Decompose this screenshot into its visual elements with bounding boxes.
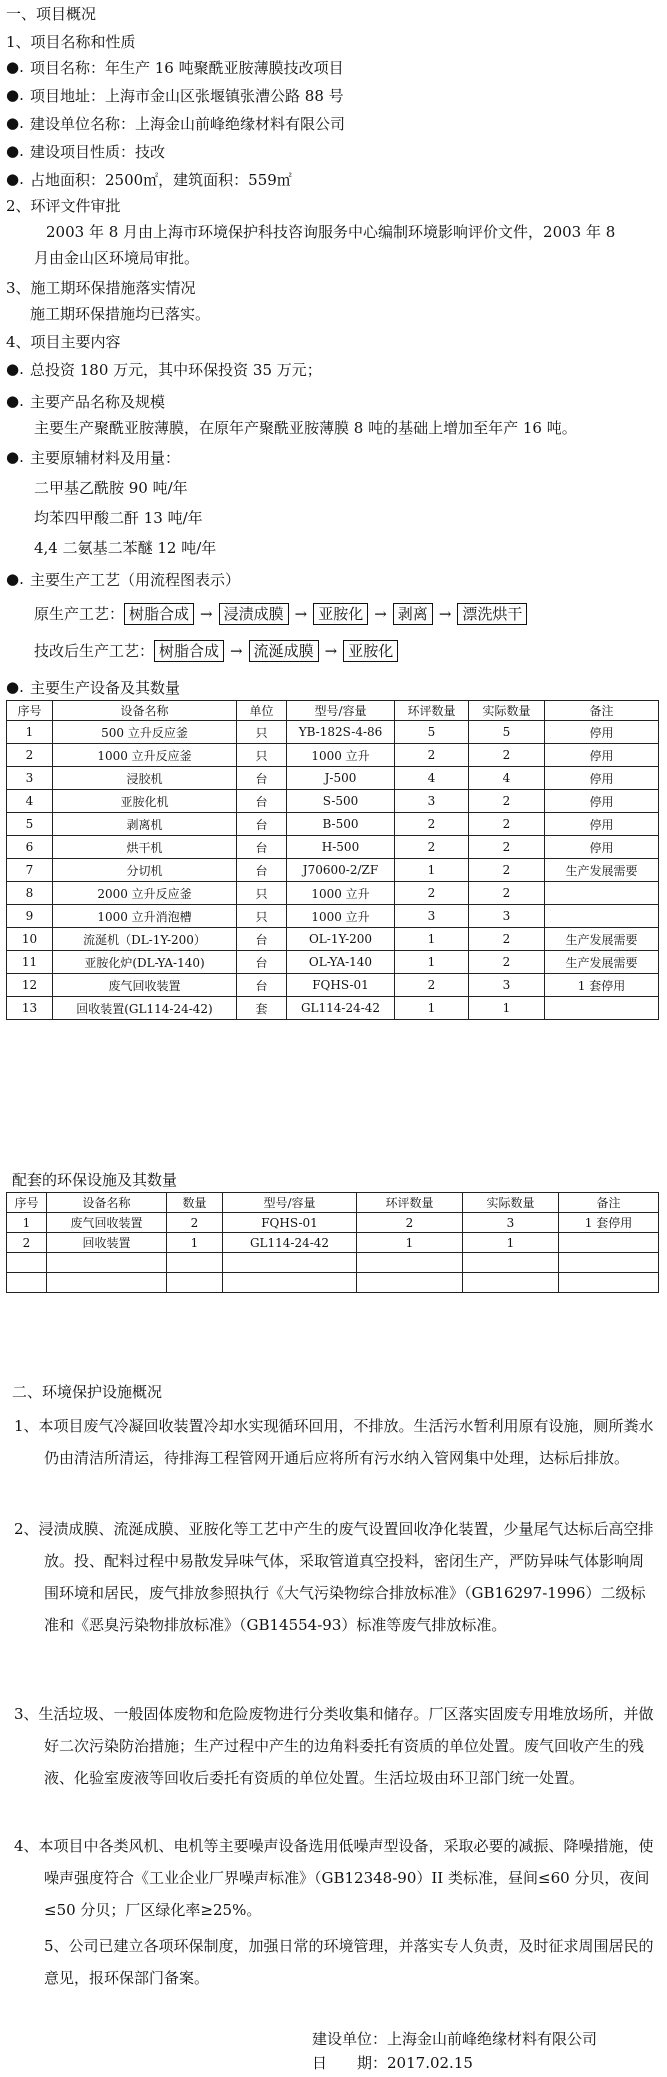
process-step: 漂洗烘干 xyxy=(457,603,527,625)
table-cell: 套 xyxy=(237,997,287,1020)
table-cell: 只 xyxy=(237,744,287,767)
signature-date-label: 日 期： xyxy=(312,2054,388,2072)
table-cell xyxy=(357,1273,463,1293)
table-cell: 停用 xyxy=(545,721,659,744)
project-name: 项目名称：年生产 16 吨聚酰亚胺薄膜技改项目 xyxy=(30,59,344,77)
table-cell: 台 xyxy=(237,813,287,836)
table-row xyxy=(7,836,659,859)
new-process-flow xyxy=(34,640,398,662)
table-cell xyxy=(167,1253,223,1273)
table-cell xyxy=(7,1253,47,1273)
table-cell: 10 xyxy=(7,928,53,951)
env-paragraph-2 xyxy=(14,1513,654,1641)
table-cell: 只 xyxy=(237,882,287,905)
table-cell xyxy=(7,1273,47,1293)
products-title: 主要产品名称及规模 xyxy=(30,393,166,411)
arrow-icon: → xyxy=(438,605,452,623)
table-cell: 2 xyxy=(469,813,545,836)
heading-construction-measures: 3、施工期环保措施落实情况 xyxy=(6,279,196,297)
table-cell: 2 xyxy=(469,928,545,951)
env-equipment-title: 配套的环保设施及其数量 xyxy=(12,1171,178,1189)
table-header-row xyxy=(7,1193,659,1213)
bullet-marker: ●. xyxy=(6,570,24,588)
table-row xyxy=(7,1273,659,1293)
material-item: 均苯四甲酸二酐 13 吨/年 xyxy=(34,509,203,527)
table-cell: 3 xyxy=(469,905,545,928)
table-cell: 6 xyxy=(7,836,53,859)
section2-title: 二、环境保护设施概况 xyxy=(12,1383,163,1401)
arrow-icon: → xyxy=(294,605,308,623)
table-cell: S-500 xyxy=(287,790,395,813)
env-paragraph-3 xyxy=(14,1698,654,1794)
bullet-marker: ●. xyxy=(6,448,24,466)
signature-date-value: 2017.02.15 xyxy=(387,2054,473,2072)
table-cell: 生产发展需要 xyxy=(545,928,659,951)
column-header: 环评数量 xyxy=(395,701,469,721)
paragraph-text: 5、公司已建立各项环保制度，加强日常的环境管理，并落实专人负责，及时征求周围居民的意见，报环保部门备案。 xyxy=(44,1937,654,1987)
table-cell: 亚胺化机 xyxy=(53,790,237,813)
bullet-marker: ●. xyxy=(6,114,24,132)
column-header: 单位 xyxy=(237,701,287,721)
table-cell: 回收装置(GL114-24-42) xyxy=(53,997,237,1020)
table-row xyxy=(7,721,659,744)
arrow-icon: → xyxy=(374,605,387,623)
table-cell: 分切机 xyxy=(53,859,237,882)
table-cell: 12 xyxy=(7,974,53,997)
table-cell: FQHS-01 xyxy=(287,974,395,997)
table-cell: 1 xyxy=(469,997,545,1020)
table-row xyxy=(7,1233,659,1253)
table-cell: 台 xyxy=(237,767,287,790)
table-row xyxy=(7,951,659,974)
table-cell: B-500 xyxy=(287,813,395,836)
table-cell: 1 xyxy=(395,859,469,882)
table-cell: 2 xyxy=(357,1213,463,1233)
process-step: 树脂合成 xyxy=(154,640,224,662)
table-cell: J70600-2/ZF xyxy=(287,859,395,882)
table-cell: 1 xyxy=(395,928,469,951)
process-step: 亚胺化 xyxy=(343,640,398,662)
table-cell: 1 xyxy=(463,1233,559,1253)
table-cell: 3 xyxy=(395,790,469,813)
bullet-marker: ●. xyxy=(6,678,24,696)
column-header: 型号/容量 xyxy=(287,701,395,721)
table-cell: 烘干机 xyxy=(53,836,237,859)
table-cell: 500 立升反应釜 xyxy=(53,721,237,744)
table-cell: 3 xyxy=(469,974,545,997)
original-process-label: 原生产工艺： xyxy=(34,605,125,623)
column-header: 备注 xyxy=(545,701,659,721)
table-cell xyxy=(545,882,659,905)
env-paragraph-4 xyxy=(14,1830,654,1926)
construction-unit: 建设单位名称：上海金山前峰绝缘材料有限公司 xyxy=(30,115,346,133)
bullet-marker: ●. xyxy=(6,86,24,104)
bullet-marker: ●. xyxy=(6,170,24,188)
table-cell: 2 xyxy=(469,836,545,859)
paragraph-text: 1、本项目废气冷凝回收装置冷却水实现循环回用，不排放。生活污水暂利用原有设施，厕所粪水仍由清洁所清运，待排海工程管网开通后应将所有污水纳入管网集中处理，达标后排放。 xyxy=(14,1417,654,1467)
investment-text: 总投资 180 万元，其中环保投资 35 万元； xyxy=(30,361,322,379)
table-cell xyxy=(545,905,659,928)
table-cell: 停用 xyxy=(545,813,659,836)
table-cell: 2 xyxy=(7,1233,47,1253)
table-cell: 1000 立升反应釜 xyxy=(53,744,237,767)
table-cell: 2 xyxy=(469,882,545,905)
table-row xyxy=(7,813,659,836)
table-cell: 1000 立升 xyxy=(287,882,395,905)
column-header: 数量 xyxy=(167,1193,223,1213)
table-cell: 2 xyxy=(395,974,469,997)
paragraph-text: 2、浸渍成膜、流涎成膜、亚胺化等工艺中产生的废气设置回收净化装置，少量尾气达标后高空排放。投、配料过程中易散发异味气体，采取管道真空投料，密闭生产，严防异味气体影响周围环境和居民，废气排放参照执行《大气污染物综合排放标准》（GB16297-1996）二级标准和《恶臭污染物排放标准》（GB14554-93）标准等废气排放标准。 xyxy=(14,1520,654,1634)
table-cell: GL114-24-42 xyxy=(223,1233,357,1253)
table-cell: 停用 xyxy=(545,767,659,790)
table-cell: 台 xyxy=(237,974,287,997)
table-cell: J-500 xyxy=(287,767,395,790)
table-cell: 台 xyxy=(237,951,287,974)
heading-project-name: 1、项目名称和性质 xyxy=(6,33,136,51)
column-header: 实际数量 xyxy=(469,701,545,721)
table-cell: 2 xyxy=(395,882,469,905)
table-cell xyxy=(559,1273,659,1293)
process-title: 主要生产工艺（用流程图表示） xyxy=(30,571,241,589)
process-step: 剥离 xyxy=(393,603,433,625)
column-header: 实际数量 xyxy=(463,1193,559,1213)
table-cell: 亚胺化炉(DL-YA-140) xyxy=(53,951,237,974)
table-cell: 只 xyxy=(237,905,287,928)
approval-text-line2: 月由金山区环境局审批。 xyxy=(34,249,200,267)
equipment-title: 主要生产设备及其数量 xyxy=(30,679,181,697)
table-row xyxy=(7,974,659,997)
column-header: 设备名称 xyxy=(53,701,237,721)
table-cell: 4 xyxy=(395,767,469,790)
construction-measures-text: 施工期环保措施均已落实。 xyxy=(30,305,211,323)
material-item: 二甲基乙酰胺 90 吨/年 xyxy=(34,479,188,497)
table-cell: 13 xyxy=(7,997,53,1020)
products-text: 主要生产聚酰亚胺薄膜，在原年产聚酰亚胺薄膜 8 吨的基础上增加至年产 16 吨。 xyxy=(34,419,577,437)
equipment-table xyxy=(6,700,659,1020)
table-cell: 2 xyxy=(167,1213,223,1233)
process-step: 流涎成膜 xyxy=(249,640,319,662)
table-cell: OL-1Y-200 xyxy=(287,928,395,951)
bullet-marker: ●. xyxy=(6,392,24,410)
table-cell: FQHS-01 xyxy=(223,1213,357,1233)
table-cell: 3 xyxy=(7,767,53,790)
paragraph-text: 3、生活垃圾、一般固体废物和危险废物进行分类收集和储存。厂区落实固废专用堆放场所，并做好二次污染防治措施；生产过程中产生的边角料委托有资质的单位处置。废气回收产生的残液、化验室废液等回收后委托有资质的单位处置。生活垃圾由环卫部门统一处置。 xyxy=(14,1705,654,1787)
column-header: 备注 xyxy=(559,1193,659,1213)
table-cell: 1000 立升 xyxy=(287,905,395,928)
table-cell: 停用 xyxy=(545,836,659,859)
table-row xyxy=(7,744,659,767)
signature-unit-label: 建设单位： xyxy=(312,2030,388,2048)
signature-date xyxy=(312,2052,473,2073)
new-process-label: 技改后生产工艺： xyxy=(34,642,155,660)
table-cell: 2 xyxy=(395,836,469,859)
table-cell: 台 xyxy=(237,790,287,813)
table-cell: 11 xyxy=(7,951,53,974)
arrow-icon: → xyxy=(230,642,243,660)
table-row xyxy=(7,882,659,905)
table-cell: 1 套停用 xyxy=(545,974,659,997)
table-cell: 流涎机（DL-1Y-200） xyxy=(53,928,237,951)
table-row xyxy=(7,859,659,882)
signature-unit xyxy=(312,2028,597,2049)
table-cell xyxy=(223,1273,357,1293)
signature-unit-name: 上海金山前峰绝缘材料有限公司 xyxy=(387,2030,598,2048)
table-cell xyxy=(47,1253,167,1273)
env-paragraph-5 xyxy=(44,1930,654,1994)
bullet-marker: ●. xyxy=(6,360,24,378)
column-header: 序号 xyxy=(7,1193,47,1213)
table-cell: 台 xyxy=(237,836,287,859)
table-cell: 台 xyxy=(237,859,287,882)
table-row xyxy=(7,997,659,1020)
table-cell: 剥离机 xyxy=(53,813,237,836)
table-cell: 1 套停用 xyxy=(559,1213,659,1233)
table-cell: 生产发展需要 xyxy=(545,951,659,974)
table-cell: 1000 立升消泡槽 xyxy=(53,905,237,928)
table-cell: 2 xyxy=(469,790,545,813)
arrow-icon: → xyxy=(324,642,338,660)
table-cell xyxy=(463,1253,559,1273)
floor-area: 占地面积：2500㎡，建筑面积：559㎡ xyxy=(30,171,292,189)
section1-title: 一、项目概况 xyxy=(6,5,97,23)
table-cell: 停用 xyxy=(545,744,659,767)
arrow-icon: → xyxy=(200,605,213,623)
table-cell: 4 xyxy=(7,790,53,813)
table-cell: 1 xyxy=(7,721,53,744)
table-cell xyxy=(545,997,659,1020)
table-row xyxy=(7,905,659,928)
table-row xyxy=(7,1253,659,1273)
table-cell: 9 xyxy=(7,905,53,928)
table-cell: 2 xyxy=(7,744,53,767)
process-step: 浸渍成膜 xyxy=(219,603,289,625)
bullet-marker: ●. xyxy=(6,58,24,76)
table-row xyxy=(7,767,659,790)
original-process-flow xyxy=(34,603,527,625)
table-cell: 浸胶机 xyxy=(53,767,237,790)
table-cell: 1 xyxy=(357,1233,463,1253)
table-cell xyxy=(559,1233,659,1253)
table-cell xyxy=(463,1273,559,1293)
table-cell: 2 xyxy=(469,951,545,974)
table-cell: 4 xyxy=(469,767,545,790)
heading-main-content: 4、项目主要内容 xyxy=(6,333,121,351)
table-cell: 3 xyxy=(463,1213,559,1233)
table-cell xyxy=(47,1273,167,1293)
table-cell: 生产发展需要 xyxy=(545,859,659,882)
table-cell: H-500 xyxy=(287,836,395,859)
table-cell: 1 xyxy=(395,997,469,1020)
table-cell: 7 xyxy=(7,859,53,882)
table-cell: 5 xyxy=(469,721,545,744)
table-cell: 1000 立升 xyxy=(287,744,395,767)
bullet-marker: ●. xyxy=(6,142,24,160)
table-cell: GL114-24-42 xyxy=(287,997,395,1020)
table-cell: 2 xyxy=(469,859,545,882)
table-cell: 8 xyxy=(7,882,53,905)
heading-eia-approval: 2、环评文件审批 xyxy=(6,197,121,215)
table-cell xyxy=(357,1253,463,1273)
table-cell: 5 xyxy=(7,813,53,836)
table-row xyxy=(7,790,659,813)
column-header: 型号/容量 xyxy=(223,1193,357,1213)
table-cell: 1 xyxy=(395,951,469,974)
table-cell: 5 xyxy=(395,721,469,744)
project-nature: 建设项目性质：技改 xyxy=(30,143,166,161)
table-cell xyxy=(167,1273,223,1293)
env-equipment-table xyxy=(6,1192,659,1293)
table-cell: 2000 立升反应釜 xyxy=(53,882,237,905)
material-item: 4,4 二氨基二苯醚 12 吨/年 xyxy=(34,539,217,557)
column-header: 序号 xyxy=(7,701,53,721)
env-paragraph-1 xyxy=(14,1410,654,1474)
table-row xyxy=(7,1213,659,1233)
table-cell: 2 xyxy=(395,813,469,836)
column-header: 环评数量 xyxy=(357,1193,463,1213)
project-address: 项目地址：上海市金山区张堰镇张漕公路 88 号 xyxy=(30,87,344,105)
process-step: 亚胺化 xyxy=(313,603,368,625)
process-step: 树脂合成 xyxy=(124,603,194,625)
table-header-row xyxy=(7,701,659,721)
table-cell: 回收装置 xyxy=(47,1233,167,1253)
table-cell: 3 xyxy=(395,905,469,928)
table-cell xyxy=(223,1253,357,1273)
table-cell: 台 xyxy=(237,928,287,951)
table-cell xyxy=(559,1253,659,1273)
table-cell: 2 xyxy=(469,744,545,767)
table-row xyxy=(7,928,659,951)
table-cell: 1 xyxy=(7,1213,47,1233)
table-cell: 废气回收装置 xyxy=(47,1213,167,1233)
column-header: 设备名称 xyxy=(47,1193,167,1213)
table-cell: 废气回收装置 xyxy=(53,974,237,997)
table-cell: 2 xyxy=(395,744,469,767)
table-cell: 停用 xyxy=(545,790,659,813)
approval-text-line1: 2003 年 8 月由上海市环境保护科技咨询服务中心编制环境影响评价文件，2003 年 8 xyxy=(46,223,616,241)
table-cell: OL-YA-140 xyxy=(287,951,395,974)
paragraph-text: 4、本项目中各类风机、电机等主要噪声设备选用低噪声型设备，采取必要的减振、降噪措施，使噪声强度符合《工业企业厂界噪声标准》（GB12348-90）II 类标准，昼间≤60 分贝，夜间≤50 分贝；厂区绿化率≥25%。 xyxy=(14,1837,654,1919)
materials-title: 主要原辅材料及用量： xyxy=(30,449,181,467)
table-cell: YB-182S-4-86 xyxy=(287,721,395,744)
table-cell: 1 xyxy=(167,1233,223,1253)
table-cell: 只 xyxy=(237,721,287,744)
